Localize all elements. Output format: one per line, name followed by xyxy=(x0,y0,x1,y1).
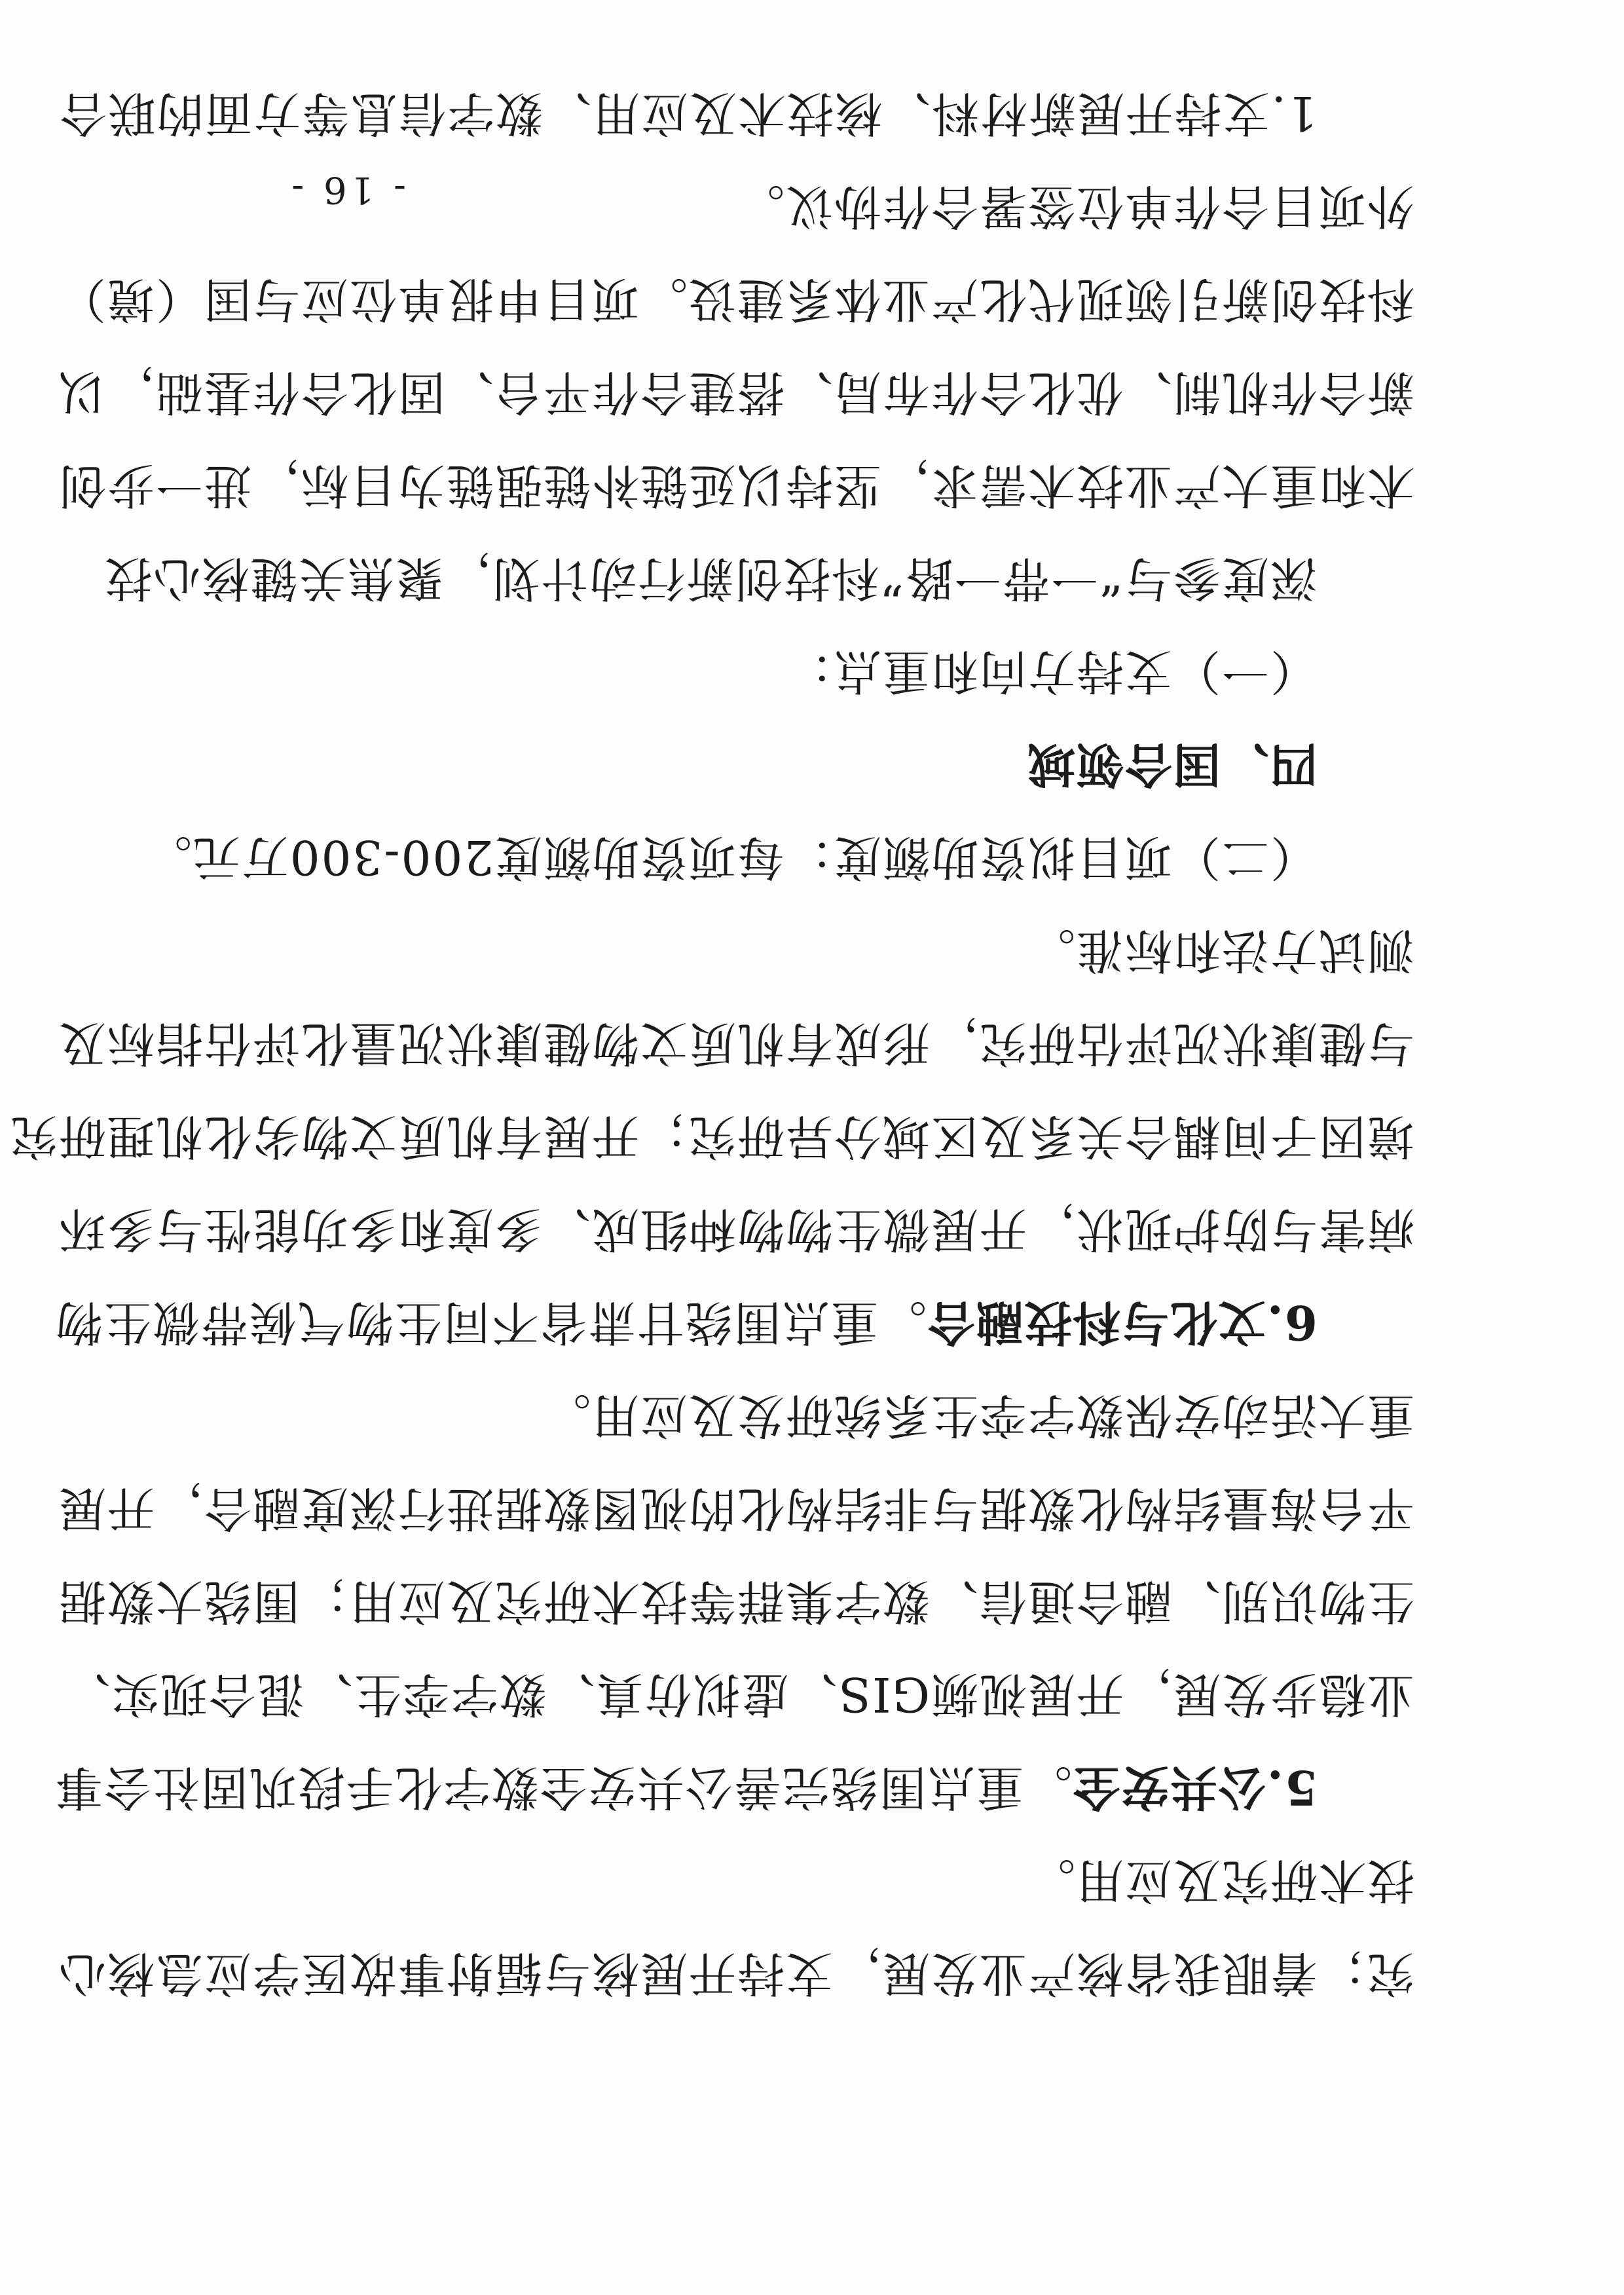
text-line: 科技创新引领现代化产业体系建设。项目申报单位应与国（境） xyxy=(57,272,1414,327)
text-line: 1.支持开展新材料、核技术及应用、数字信息等方面的联合 xyxy=(58,86,1318,141)
subsection-heading: （一）支持方向和重点： xyxy=(784,644,1318,699)
text-line: 与健康状况评估研究，形成有机质文物健康状况量化评估指标及 xyxy=(57,1016,1414,1071)
item-label-culture-tech: 6.文化与科技融合 xyxy=(926,1295,1318,1351)
page-number: - 16 - xyxy=(287,168,406,211)
funding-amount-line: （二）项目拟资助额度：每项资助额度200-300万元。 xyxy=(143,830,1318,885)
section-heading: 四、国合领域 xyxy=(1026,737,1318,792)
text-line: 术和重大产业技术需求，坚持以延链补链强链为目标，进一步创 xyxy=(57,458,1414,513)
paragraph-culture-tech xyxy=(54,1276,1414,1369)
text-run: 。重点围绕完善公共安全数字化手段巩固社会事 xyxy=(54,1760,1072,1815)
text-line: 生物识别、融合通信、数字集群等技术研究及应用；围绕大数据 xyxy=(57,1574,1414,1629)
text-line: 业稳步发展，开展视频GIS、虚拟仿真、数字孪生、混合现实、 xyxy=(62,1667,1414,1722)
text-run: 。重点围绕甘肃省不同生物气候带微生物 xyxy=(54,1295,927,1350)
text-line: 深度参与“一带一路”科技创新行动计划，聚焦关键核心技 xyxy=(103,551,1318,606)
item-label-public-safety: 5.公共安全 xyxy=(1071,1760,1318,1816)
page-body xyxy=(9,67,1414,2020)
text-line: 测试方法和标准。 xyxy=(1026,923,1414,978)
text-line: 境因子间耦合关系及区域分异研究；开展有机质文物劣化机理研究 xyxy=(9,1109,1414,1164)
paragraph-public-safety xyxy=(54,1741,1414,1834)
text-line: 平台海量结构化数据与非结构化的视图数据进行深度融合，开展 xyxy=(57,1481,1414,1536)
text-line: 病害与防护现状，开展微生物物种组成、多度和多功能性与多环 xyxy=(57,1202,1414,1257)
text-line: 技术研究及应用。 xyxy=(1026,1853,1414,1908)
text-line: 究；着眼我省核产业发展，支持开展核与辐射事故医学应急核心 xyxy=(57,1946,1414,2001)
text-line: 新合作机制、优化合作布局、搭建合作平台、固化合作基础，以 xyxy=(57,365,1414,420)
text-line: 外项目合作单位签署合作协议。 xyxy=(735,179,1414,234)
text-line: 重大活动安保数字孪生系统研发及应用。 xyxy=(542,1388,1414,1443)
